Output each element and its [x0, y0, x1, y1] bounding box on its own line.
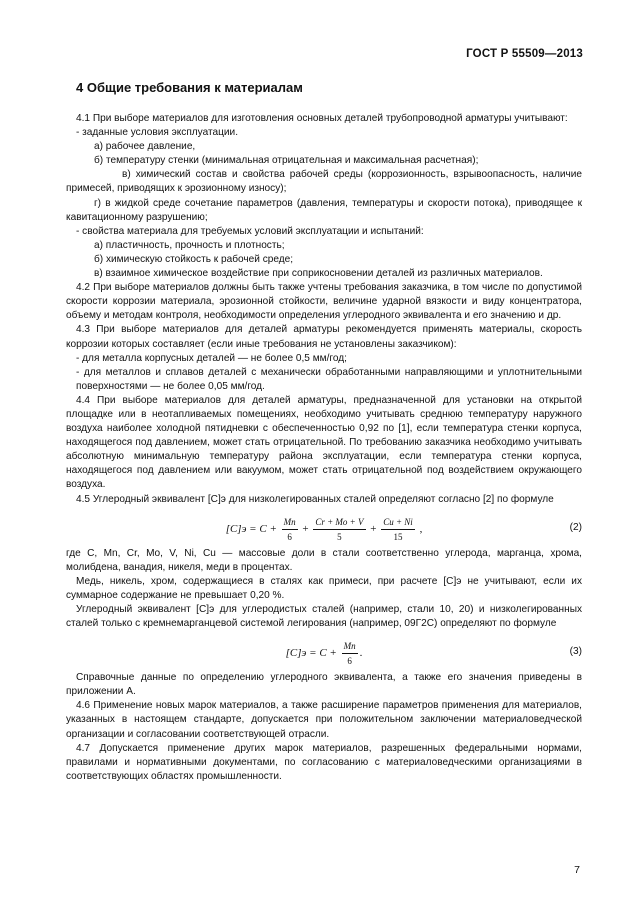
list-item: - для металлов и сплавов деталей с механически обработанными направляющими и уплотнительными поверхностями — не более 0,05 мм/год. — [76, 366, 582, 392]
paragraph-reference: Справочные данные по определению углеродного эквивалента, а также его значения приведены в приложении А. — [66, 672, 582, 698]
list-item: в) взаимное химическое воздействие при соприкосновении деталей из различных материалов. — [94, 268, 543, 280]
list-item: г) в жидкой среде сочетание параметров (давления, температуры и скорости потока), приводящее к кавитационному разрушению; — [66, 197, 582, 223]
formula-3-expression: [C]э = C + $\frac{Mn}{6}$ . — [66, 639, 582, 668]
section-title: 4 Общие требования к материалам — [76, 80, 303, 95]
fraction: $\frac{Mn}{6}$ — [283, 516, 296, 542]
list-item: а) рабочее давление, — [94, 141, 196, 153]
formula-2-explanation: где C, Mn, Cr, Mo, V, Ni, Cu — массовые доли в стали соответственно углерода, марганца, хрома, молибдена, ванадия, никеля, меди в процентах. — [66, 547, 582, 573]
paragraph-4-7: 4.7 Допускается применение других марок материалов, разрешенных федеральными нормами, правилами и нормативными документами, по согласованию с материаловедческими организациями в соответствующих областях промышленности. — [66, 742, 582, 782]
page-number: 7 — [574, 864, 580, 876]
list-item: б) температуру стенки (минимальная отрицательная и максимальная расчетная); — [94, 155, 479, 167]
formula-2 — [66, 511, 582, 545]
formula-lhs: [C]э = C + — [225, 522, 277, 535]
paragraph-4-6: 4.6 Применение новых марок материалов, а также расширение параметров применения для материалов, указанных в настоящем стандарте, допускается при положительном заключении материаловедческой организации и согласовании соответствующей отрасли. — [66, 700, 582, 740]
list-item: - свойства материала для требуемых условий эксплуатации и испытаний: — [76, 225, 424, 237]
paragraph-4-5: 4.5 Углеродный эквивалент [C]э для низколегированных сталей определяют согласно [2] по формуле — [76, 493, 554, 505]
formula-3 — [66, 635, 582, 669]
fraction: $\frac{Cu + Ni}{15}$ — [383, 516, 413, 542]
list-item: - для металла корпусных деталей — не более 0,5 мм/год; — [76, 352, 347, 364]
formula-2-expression: [C]э = C + $\frac{Mn}{6}$ + $\frac{Cr + Mo + V}{5}$ + $\frac{Cu + Ni}{15}$ , — [66, 515, 582, 544]
formula-number: (3) — [569, 646, 582, 658]
formula-lhs: [C]э = C + — [285, 647, 337, 660]
fraction: $\frac{Mn}{6}$ — [343, 641, 356, 667]
paragraph-4-4: 4.4 При выборе материалов для деталей арматуры, предназначенной для установки на открытой площадке или в неотапливаемых помещениях, необходимо учитывать среднюю температуру наружного воздуха наиболее холодной пятидневки с обеспеченностью 0,92 по [1], если температура стенки корпуса, находящегося под давлением, может стать отрицательной. По требованию заказчика необходимо учитывать абсолютную минимальную температуру района эксплуатации, если температура стенки корпуса, находящегося под давлением или вакуумом, может стать отрицательной под воздействием окружающего воздуха. — [66, 394, 582, 491]
paragraph-4-1: 4.1 При выборе материалов для изготовления основных деталей трубопроводной арматуры учитывают: — [76, 113, 568, 124]
section-body — [66, 112, 582, 784]
list-item: - заданные условия эксплуатации. — [76, 127, 238, 139]
paragraph-4-3: 4.3 При выборе материалов для деталей арматуры рекомендуется применять материалы, скорость коррозии которых составляет (если иные требования не установлены заказчиком): — [66, 324, 582, 350]
fraction: $\frac{Cr + Mo + V}{5}$ — [315, 516, 364, 542]
paragraph-4-2: 4.2 При выборе материалов должны быть также учтены требования заказчика, в том числе по допустимой скорости коррозии материала, эрозионной стойкости, величине ударной вязкости и виду концентратора, объему и методам контроля, необходимости определения углеродного эквивалента и его значению и др. — [66, 282, 582, 322]
list-item: б) химическую стойкость к рабочей среде; — [94, 253, 294, 265]
list-item: а) пластичность, прочность и плотность; — [94, 239, 285, 251]
standard-designation: ГОСТ Р 55509—2013 — [466, 48, 583, 60]
list-item: в) химический состав и свойства рабочей среды (коррозионность, взрывоопасность, наличие примесей, приводящих к эрозионному износу); — [66, 169, 582, 195]
paragraph-impurities: Медь, никель, хром, содержащиеся в сталях как примеси, при расчете [C]э не учитывают, если их суммарное содержание не превышает 0,20 %. — [66, 575, 582, 601]
formula-number: (2) — [569, 521, 582, 533]
paragraph-carbon-steels: Углеродный эквивалент [C]э для углеродистых сталей (например, стали 10, 20) и низколегированных сталей только с кремнемарганцевой системой легирования (например, 09Г2С) определяют по формуле — [66, 604, 582, 630]
